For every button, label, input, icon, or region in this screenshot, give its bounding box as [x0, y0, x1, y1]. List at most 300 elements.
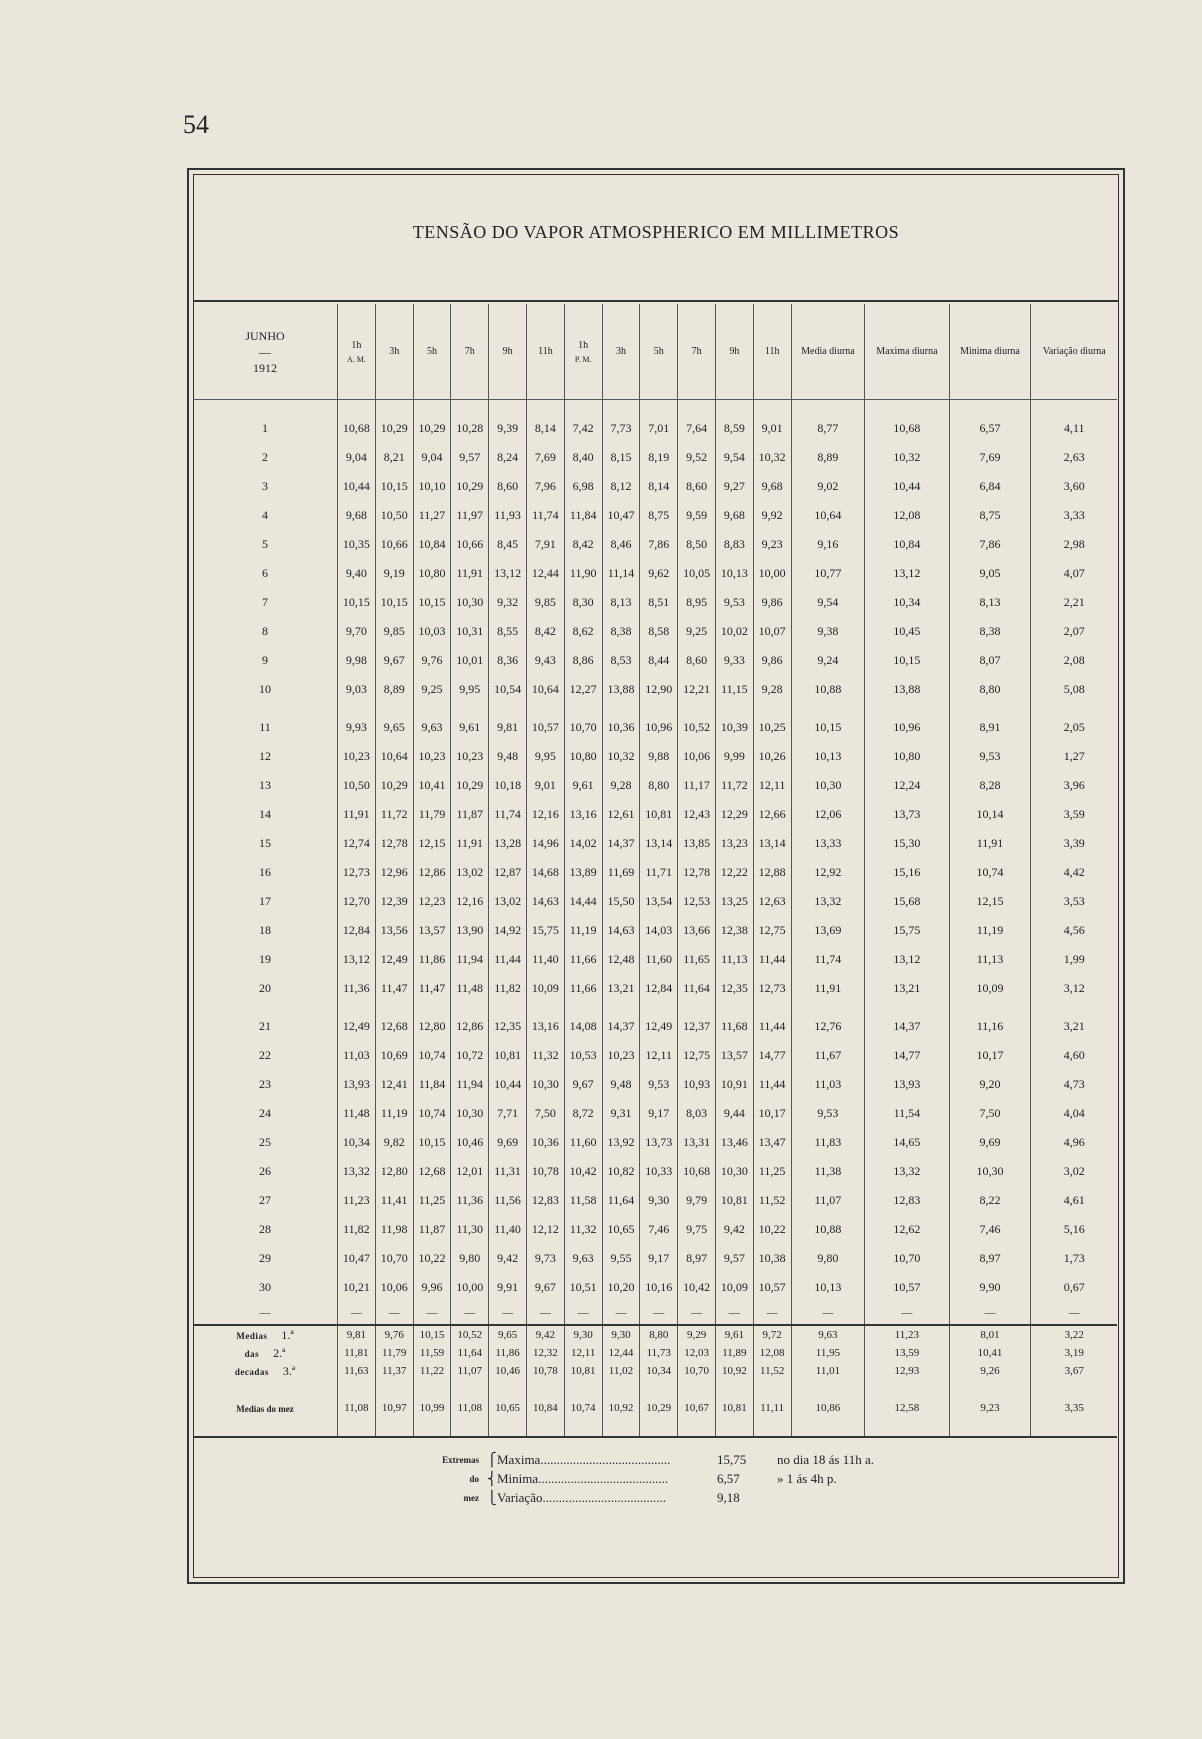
spacer-cell	[526, 1003, 564, 1012]
value-cell: 10,80	[564, 742, 602, 771]
day-cell: 3	[193, 472, 338, 501]
dash-cell: —	[715, 1302, 753, 1325]
value-cell: 10,42	[678, 1273, 716, 1302]
spacer-cell	[791, 400, 865, 415]
value-cell: 12,11	[753, 771, 791, 800]
value-cell: 13,69	[791, 916, 865, 945]
value-cell: 10,17	[949, 1041, 1031, 1070]
day-cell: 16	[193, 858, 338, 887]
decade-value-cell: 11,01	[791, 1362, 865, 1380]
month-mean-cell: 10,84	[526, 1380, 564, 1437]
value-cell: 12,90	[640, 675, 678, 704]
value-cell: 2,07	[1063, 624, 1085, 638]
value-cell: 6,84	[949, 472, 1031, 501]
value-cell: 11,27	[413, 501, 451, 530]
month-mean-cell: 10,86	[791, 1380, 865, 1437]
value-cell: 13,66	[678, 916, 716, 945]
extreme-value: 9,18	[717, 1489, 740, 1505]
value-cell: 10,72	[451, 1041, 489, 1070]
value-cell: 10,80	[865, 742, 949, 771]
value-cell: 2,05	[1063, 720, 1085, 734]
col-header: 9h	[489, 304, 527, 400]
day-cell: 28	[193, 1215, 338, 1244]
value-cell: 12,21	[678, 675, 716, 704]
table-row	[193, 1041, 1117, 1070]
value-cell: 10,41	[413, 771, 451, 800]
value-cell: 13,88	[602, 675, 640, 704]
value-cell: 8,53	[602, 646, 640, 675]
value-cell: 9,53	[949, 742, 1031, 771]
value-cell: 7,46	[949, 1215, 1031, 1244]
decade-value-cell: 3,22	[1031, 1325, 1117, 1344]
value-cell: 2,08	[1063, 653, 1085, 667]
table-row	[193, 414, 1117, 443]
value-cell: 9,31	[602, 1099, 640, 1128]
value-cell: 10,09	[949, 974, 1031, 1003]
value-cell: 12,44	[526, 559, 564, 588]
table-row	[193, 1215, 1117, 1244]
spacer-cell	[602, 704, 640, 713]
day-cell: 21	[193, 1012, 338, 1041]
month-mean-cell: 11,08	[338, 1380, 376, 1437]
month-mean-cell: 10,29	[640, 1380, 678, 1437]
value-cell: 15,68	[865, 887, 949, 916]
value-cell: 9,76	[413, 646, 451, 675]
spacer-cell	[564, 1003, 602, 1012]
value-cell: 9,52	[678, 443, 716, 472]
value-cell: 9,88	[640, 742, 678, 771]
value-cell: 12,66	[753, 800, 791, 829]
value-cell: 12,76	[791, 1012, 865, 1041]
value-cell: 12,73	[338, 858, 376, 887]
day-cell: 11	[193, 713, 338, 742]
value-cell: 11,97	[451, 501, 489, 530]
value-cell: 14,44	[564, 887, 602, 916]
value-cell: 10,84	[413, 530, 451, 559]
value-cell: 11,16	[949, 1012, 1031, 1041]
value-cell: 10,53	[564, 1041, 602, 1070]
value-cell: 14,37	[602, 1012, 640, 1041]
value-cell: 12,80	[375, 1157, 413, 1186]
spacer-cell	[375, 1003, 413, 1012]
value-cell: 7,86	[640, 530, 678, 559]
value-cell: 8,03	[678, 1099, 716, 1128]
value-cell: 4,11	[1063, 421, 1085, 435]
value-cell: 13,46	[715, 1128, 753, 1157]
value-cell: 8,28	[949, 771, 1031, 800]
value-cell: 11,91	[949, 829, 1031, 858]
table-row	[193, 916, 1117, 945]
value-cell: 10,65	[602, 1215, 640, 1244]
value-cell: 8,60	[678, 472, 716, 501]
table-row	[193, 858, 1117, 887]
value-cell: 13,28	[489, 829, 527, 858]
value-cell: 12,27	[564, 675, 602, 704]
value-cell: 10,13	[791, 742, 865, 771]
value-cell: 10,30	[526, 1070, 564, 1099]
decade-value-cell: 11,79	[375, 1344, 413, 1362]
value-cell: 9,93	[338, 713, 376, 742]
value-cell: 10,52	[678, 713, 716, 742]
value-cell: 11,87	[413, 1215, 451, 1244]
value-cell: 10,28	[451, 414, 489, 443]
value-cell: 11,91	[791, 974, 865, 1003]
value-cell: 10,23	[602, 1041, 640, 1070]
decade-value-cell: 10,52	[451, 1325, 489, 1344]
table-row	[193, 646, 1117, 675]
value-cell: 12,24	[865, 771, 949, 800]
value-cell: 10,13	[791, 1273, 865, 1302]
value-cell: 7,69	[949, 443, 1031, 472]
decade-value-cell: 9,29	[678, 1325, 716, 1344]
value-cell: 11,13	[949, 945, 1031, 974]
month-mean-cell: 10,74	[564, 1380, 602, 1437]
value-cell: 11,64	[678, 974, 716, 1003]
value-cell: 15,16	[865, 858, 949, 887]
decade-value-cell: 10,15	[413, 1325, 451, 1344]
value-cell: 11,58	[564, 1186, 602, 1215]
spacer-cell	[413, 1003, 451, 1012]
value-cell: 12,61	[602, 800, 640, 829]
month-header	[193, 304, 338, 400]
value-cell: 9,42	[489, 1244, 527, 1273]
value-cell: 11,91	[451, 559, 489, 588]
value-cell: 8,80	[640, 771, 678, 800]
table-title: TENSÃO DO VAPOR ATMOSPHERICO EM MILLIMETROS	[412, 222, 900, 242]
value-cell: 7,42	[564, 414, 602, 443]
value-cell: 8,38	[949, 617, 1031, 646]
value-cell: 10,00	[753, 559, 791, 588]
spacer-cell	[413, 704, 451, 713]
month-mean-cell: 11,11	[753, 1380, 791, 1437]
value-cell: 10,64	[791, 501, 865, 530]
value-cell: 9,80	[451, 1244, 489, 1273]
value-cell: 10,30	[451, 1099, 489, 1128]
value-cell: 13,32	[791, 887, 865, 916]
spacer-cell	[375, 400, 413, 415]
value-cell: 11,13	[715, 945, 753, 974]
value-cell: 10,34	[338, 1128, 376, 1157]
value-cell: 9,16	[791, 530, 865, 559]
value-cell: 10,93	[678, 1070, 716, 1099]
value-cell: 10,74	[413, 1099, 451, 1128]
value-cell: 9,20	[949, 1070, 1031, 1099]
value-cell: 9,95	[451, 675, 489, 704]
col-header: Maxima diurna	[865, 304, 949, 400]
value-cell: 7,86	[949, 530, 1031, 559]
value-cell: 9,27	[715, 472, 753, 501]
spacer-cell	[715, 1003, 753, 1012]
value-cell: 12,86	[413, 858, 451, 887]
value-cell: 3,33	[1063, 508, 1085, 522]
spacer-cell	[865, 400, 949, 415]
decade-value-cell: 9,30	[602, 1325, 640, 1344]
day-cell: 10	[193, 675, 338, 704]
value-cell: 14,63	[602, 916, 640, 945]
value-cell: 10,84	[865, 530, 949, 559]
value-cell: 11,47	[413, 974, 451, 1003]
value-cell: 12,78	[375, 829, 413, 858]
value-cell: 12,96	[375, 858, 413, 887]
value-cell: 12,83	[526, 1186, 564, 1215]
value-cell: 10,88	[791, 1215, 865, 1244]
value-cell: 10,30	[791, 771, 865, 800]
value-cell: 10,32	[753, 443, 791, 472]
value-cell: 12,43	[678, 800, 716, 829]
value-cell: 13,14	[640, 829, 678, 858]
spacer-cell	[640, 1003, 678, 1012]
col-header	[564, 304, 602, 400]
value-cell: 9,01	[753, 414, 791, 443]
col-header: 3h	[602, 304, 640, 400]
value-cell: 11,90	[564, 559, 602, 588]
value-cell: 12,92	[791, 858, 865, 887]
value-cell: 8,13	[602, 588, 640, 617]
value-cell: 5,08	[1063, 682, 1085, 696]
am-label: A. M.	[346, 354, 366, 364]
dash-cell: —	[791, 1302, 865, 1325]
value-cell: 13,12	[338, 945, 376, 974]
decade-value-cell: 10,81	[564, 1362, 602, 1380]
table-row	[193, 1186, 1117, 1215]
month-mean-cell: 10,92	[602, 1380, 640, 1437]
value-cell: 15,75	[865, 916, 949, 945]
decade-label-cell	[193, 1344, 338, 1362]
day-cell: 1	[193, 414, 338, 443]
value-cell: 10,45	[865, 617, 949, 646]
decade-value-cell: 11,59	[413, 1344, 451, 1362]
month-extremes	[389, 1450, 1089, 1507]
value-cell: 13,02	[489, 887, 527, 916]
value-cell: 8,38	[602, 617, 640, 646]
value-cell: 9,96	[413, 1273, 451, 1302]
value-cell: 8,14	[526, 414, 564, 443]
value-cell: 7,46	[640, 1215, 678, 1244]
value-cell: 10,15	[791, 713, 865, 742]
value-cell: 10,23	[338, 742, 376, 771]
value-cell: 11,82	[338, 1215, 376, 1244]
value-cell: 11,17	[678, 771, 716, 800]
value-cell: 10,82	[602, 1157, 640, 1186]
value-cell: 15,75	[526, 916, 564, 945]
value-cell: 10,70	[564, 713, 602, 742]
value-cell: 8,30	[564, 588, 602, 617]
table-row	[193, 713, 1117, 742]
value-cell: 11,47	[375, 974, 413, 1003]
decade-row	[193, 1344, 1117, 1362]
value-cell: 9,80	[791, 1244, 865, 1273]
value-cell: 14,03	[640, 916, 678, 945]
decade-value-cell: 10,46	[489, 1362, 527, 1380]
table-row	[193, 1273, 1117, 1302]
value-cell: 8,22	[949, 1186, 1031, 1215]
table-row	[193, 1128, 1117, 1157]
value-cell: 9,57	[451, 443, 489, 472]
value-cell: 9,85	[375, 617, 413, 646]
dash-cell: —	[375, 1302, 413, 1325]
day-cell: 15	[193, 829, 338, 858]
value-cell: 3,39	[1063, 836, 1085, 850]
spacer-cell	[338, 704, 376, 713]
value-cell: 14,08	[564, 1012, 602, 1041]
value-cell: 10,06	[375, 1273, 413, 1302]
value-cell: 7,91	[526, 530, 564, 559]
value-cell: 9,04	[338, 443, 376, 472]
table-row	[193, 530, 1117, 559]
value-cell: 11,67	[791, 1041, 865, 1070]
value-cell: 10,57	[865, 1273, 949, 1302]
value-cell: 9,70	[338, 617, 376, 646]
spacer-cell	[602, 400, 640, 415]
decade-value-cell: 12,93	[865, 1362, 949, 1380]
extreme-name: Variação......................................	[497, 1489, 666, 1505]
value-cell: 8,62	[564, 617, 602, 646]
decade-value-cell: 9,26	[949, 1362, 1031, 1380]
decade-label: Medias	[236, 1330, 268, 1341]
decade-number: 3.ª	[282, 1363, 296, 1378]
value-cell: 3,60	[1063, 479, 1085, 493]
value-cell: 8,89	[375, 675, 413, 704]
value-cell: 11,98	[375, 1215, 413, 1244]
value-cell: 12,73	[753, 974, 791, 1003]
day-cell: 5	[193, 530, 338, 559]
value-cell: 11,64	[602, 1186, 640, 1215]
value-cell: 10,30	[451, 588, 489, 617]
value-cell: 13,56	[375, 916, 413, 945]
value-cell: 10,07	[753, 617, 791, 646]
value-cell: 10,22	[753, 1215, 791, 1244]
extreme-key: Extremas	[442, 1454, 479, 1465]
value-cell: 11,84	[413, 1070, 451, 1099]
value-cell: 14,37	[602, 829, 640, 858]
decade-value-cell: 11,63	[338, 1362, 376, 1380]
value-cell: 10,35	[338, 530, 376, 559]
value-cell: 12,12	[526, 1215, 564, 1244]
value-cell: 13,02	[451, 858, 489, 887]
value-cell: 12,41	[375, 1070, 413, 1099]
table-body	[193, 400, 1117, 1438]
value-cell: 8,60	[489, 472, 527, 501]
table-row	[193, 887, 1117, 916]
day-cell: 7	[193, 588, 338, 617]
value-cell: 8,86	[564, 646, 602, 675]
value-cell: 9,19	[375, 559, 413, 588]
value-cell: 10,64	[526, 675, 564, 704]
col-header: Media diurna	[791, 304, 865, 400]
value-cell: 9,65	[375, 713, 413, 742]
decade-value-cell: 13,59	[865, 1344, 949, 1362]
value-cell: 1,27	[1063, 749, 1085, 763]
value-cell: 12,49	[640, 1012, 678, 1041]
brace: ⎧	[487, 1451, 497, 1467]
day-cell: 30	[193, 1273, 338, 1302]
dash-row	[193, 1302, 1117, 1325]
value-cell: 10,21	[338, 1273, 376, 1302]
value-cell: 3,12	[1063, 981, 1085, 995]
value-cell: 10,77	[791, 559, 865, 588]
value-cell: 12,49	[375, 945, 413, 974]
decade-value-cell: 11,23	[865, 1325, 949, 1344]
table-row	[193, 1157, 1117, 1186]
value-cell: 10,29	[451, 472, 489, 501]
day-cell: 24	[193, 1099, 338, 1128]
value-cell: 10,64	[375, 742, 413, 771]
title-divider	[193, 300, 1119, 302]
spacer-cell	[640, 704, 678, 713]
spacer-cell	[865, 1003, 949, 1012]
day-cell: 17	[193, 887, 338, 916]
value-cell: 8,77	[791, 414, 865, 443]
dash-cell: —	[602, 1302, 640, 1325]
value-cell: 11,74	[791, 945, 865, 974]
value-cell: 10,51	[564, 1273, 602, 1302]
value-cell: 12,87	[489, 858, 527, 887]
decade-value-cell: 9,81	[338, 1325, 376, 1344]
value-cell: 8,44	[640, 646, 678, 675]
value-cell: 12,70	[338, 887, 376, 916]
col-header: 3h	[375, 304, 413, 400]
value-cell: 13,16	[564, 800, 602, 829]
value-cell: 9,55	[602, 1244, 640, 1273]
decade-value-cell: 9,63	[791, 1325, 865, 1344]
value-cell: 12,75	[753, 916, 791, 945]
decade-value-cell: 11,86	[489, 1344, 527, 1362]
value-cell: 10,81	[715, 1186, 753, 1215]
spacer-cell	[564, 704, 602, 713]
value-cell: 11,03	[791, 1070, 865, 1099]
value-cell: 8,21	[375, 443, 413, 472]
value-cell: 11,40	[489, 1215, 527, 1244]
dash-cell: —	[526, 1302, 564, 1325]
value-cell: 10,50	[338, 771, 376, 800]
value-cell: 8,36	[489, 646, 527, 675]
decade-value-cell: 10,92	[715, 1362, 753, 1380]
decade-value-cell: 11,89	[715, 1344, 753, 1362]
value-cell: 10,68	[865, 414, 949, 443]
decade-value-cell: 9,65	[489, 1325, 527, 1344]
value-cell: 12,29	[715, 800, 753, 829]
value-cell: 8,75	[640, 501, 678, 530]
spacer-cell	[338, 400, 376, 415]
value-cell: 10,06	[678, 742, 716, 771]
value-cell: 9,53	[791, 1099, 865, 1128]
decade-value-cell: 8,80	[640, 1325, 678, 1344]
value-cell: 2,21	[1063, 595, 1085, 609]
day-cell: 2	[193, 443, 338, 472]
value-cell: 9,63	[564, 1244, 602, 1273]
value-cell: 11,19	[949, 916, 1031, 945]
decade-value-cell: 8,01	[949, 1325, 1031, 1344]
value-cell: 7,96	[526, 472, 564, 501]
table-row	[193, 617, 1117, 646]
value-cell: 9,48	[489, 742, 527, 771]
value-cell: 10,46	[451, 1128, 489, 1157]
spacer-cell	[865, 704, 949, 713]
decade-value-cell: 9,76	[375, 1325, 413, 1344]
value-cell: 11,84	[564, 501, 602, 530]
value-cell: 11,60	[564, 1128, 602, 1157]
value-cell: 9,69	[949, 1128, 1031, 1157]
value-cell: 10,31	[451, 617, 489, 646]
value-cell: 13,85	[678, 829, 716, 858]
value-cell: 8,13	[949, 588, 1031, 617]
value-cell: 9,48	[602, 1070, 640, 1099]
page-number: 54	[183, 110, 209, 139]
value-cell: 8,19	[640, 443, 678, 472]
value-cell: 11,38	[791, 1157, 865, 1186]
value-cell: 11,32	[564, 1215, 602, 1244]
value-cell: 10,22	[413, 1244, 451, 1273]
